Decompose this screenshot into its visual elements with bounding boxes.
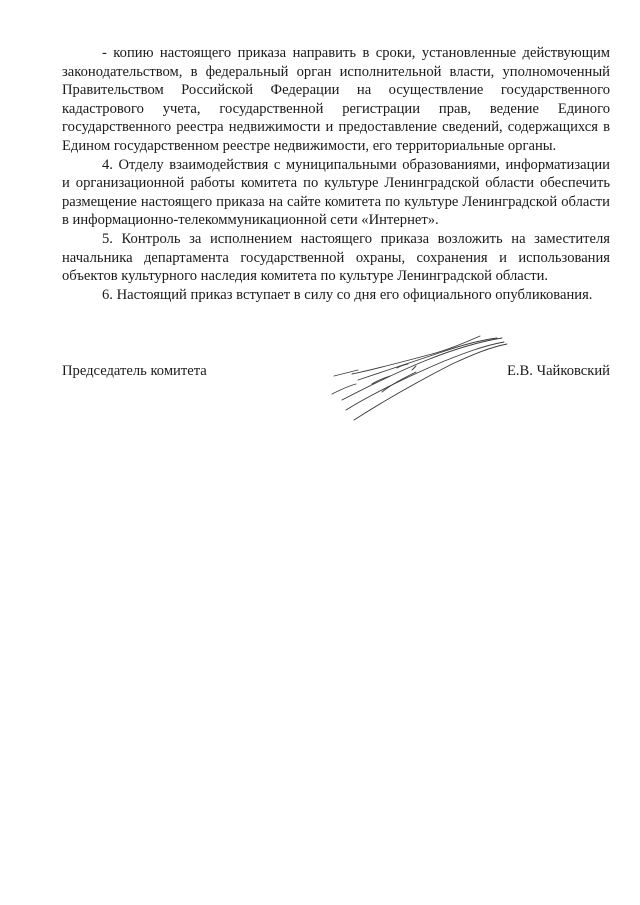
- paragraph-item-5: 5. Контроль за исполнением настоящего приказа возложить на заместителя начальника департамента государственной охраны, сохранения и использования объектов культурного наследия комитета по культуре Ленинградской области.: [62, 230, 610, 285]
- document-body: [62, 44, 610, 304]
- signatory-name: Е.В. Чайковский: [506, 363, 610, 379]
- signatory-title: Председатель комитета: [62, 363, 207, 379]
- handwritten-signature: [312, 332, 512, 432]
- signature-block: [62, 362, 610, 442]
- paragraph-copy-order: - копию настоящего приказа направить в сроки, установленные действующим законодательством, в федеральный орган исполнительной власти, уполномоченный Правительством Российской Федерации на осуществление государственного кадастрового учета, государственной регистрации прав, ведение Единого государственного реестра недвижимости и предоставление сведений, содержащихся в Едином государственном реестре недвижимости, его территориальные органы.: [62, 45, 610, 154]
- paragraph-item-4: 4. Отделу взаимодействия с муниципальными образованиями, информатизации и организационной работы комитета по культуре Ленинградской области обеспечить размещение настоящего приказа на сайте комитета по культуре Ленинградской области в информационно-телекоммуникационной сети «Интернет».: [62, 156, 610, 229]
- paragraph-item-6: 6. Настоящий приказ вступает в силу со дня его официального опубликования.: [102, 286, 593, 303]
